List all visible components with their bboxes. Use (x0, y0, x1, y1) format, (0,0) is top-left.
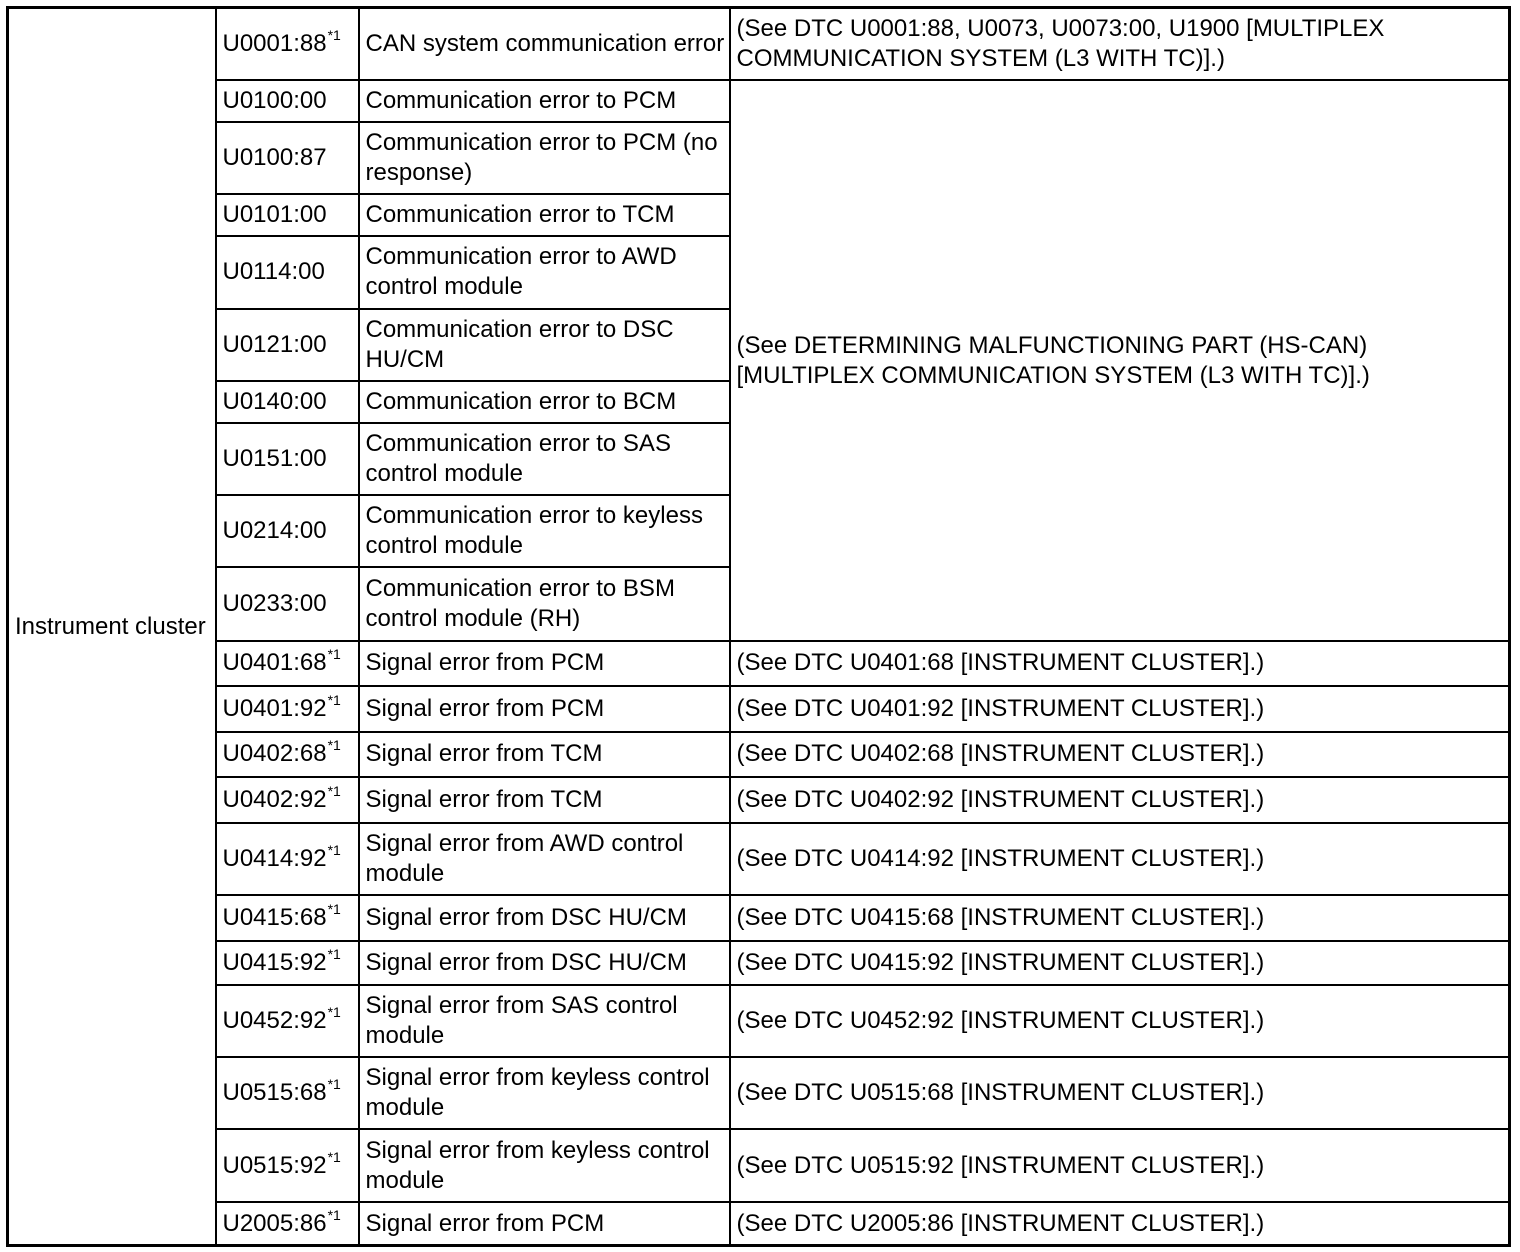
dtc-code-cell (216, 495, 359, 567)
footnote-marker: *1 (327, 1206, 341, 1223)
reference-cell (730, 823, 1510, 895)
footnote-marker: *1 (327, 1148, 341, 1165)
description-cell (359, 985, 730, 1057)
dtc-reference: (See DTC U0452:92 [INSTRUMENT CLUSTER].) (736, 1006, 1265, 1034)
footnote-marker: *1 (327, 691, 341, 708)
reference-cell (730, 1057, 1510, 1129)
reference-cell (730, 777, 1510, 823)
dtc-code: U0233:00 (222, 590, 327, 618)
description-cell (359, 686, 730, 732)
dtc-reference: (See DTC U0414:92 [INSTRUMENT CLUSTER].) (736, 844, 1265, 872)
dtc-description: Communication error to keyless control module (365, 502, 703, 560)
dtc-code: U0415:92 (222, 948, 327, 976)
description-cell (359, 823, 730, 895)
dtc-reference: (See DTC U0415:68 [INSTRUMENT CLUSTER].) (736, 903, 1265, 931)
dtc-code-cell (216, 194, 359, 236)
dtc-description: Signal error from keyless control module (365, 1136, 710, 1194)
description-cell (359, 641, 730, 685)
table-row (8, 941, 1510, 985)
dtc-description: Signal error from keyless control module (365, 1064, 710, 1122)
dtc-code: U0214:00 (222, 517, 327, 545)
dtc-code: U0151:00 (222, 445, 327, 473)
dtc-description: Communication error to DSC HU/CM (365, 316, 674, 373)
dtc-code: U0401:92 (222, 694, 327, 722)
description-cell (359, 8, 730, 80)
reference-cell (730, 80, 1510, 642)
dtc-code-cell (216, 309, 359, 381)
dtc-code-cell (216, 641, 359, 685)
dtc-code-cell (216, 941, 359, 985)
description-cell (359, 777, 730, 823)
dtc-code-cell (216, 985, 359, 1057)
dtc-description: Communication error to PCM (365, 86, 677, 114)
table-row (8, 686, 1510, 732)
dtc-reference: (See DTC U0402:92 [INSTRUMENT CLUSTER].) (736, 785, 1265, 813)
dtc-code: U0121:00 (222, 331, 327, 358)
table-row (8, 1057, 1510, 1129)
table-row (8, 732, 1510, 777)
dtc-description: Signal error from PCM (365, 1209, 605, 1237)
dtc-code-cell (216, 823, 359, 895)
dtc-code-cell (216, 1129, 359, 1202)
dtc-reference: (See DETERMINING MALFUNCTIONING PART (HS-CAN) [MULTIPLEX COMMUNICATION SYSTEM (L3 WITH TC)].) (736, 331, 1370, 389)
description-cell (359, 1129, 730, 1202)
dtc-description: CAN system communication error (365, 29, 725, 57)
dtc-description: Communication error to SAS control module (365, 430, 671, 488)
description-cell (359, 80, 730, 122)
dtc-code-cell (216, 1202, 359, 1245)
dtc-description: Signal error from PCM (365, 694, 605, 722)
dtc-code-cell (216, 423, 359, 495)
dtc-code-cell (216, 1057, 359, 1129)
reference-cell (730, 1129, 1510, 1202)
table-row (8, 641, 1510, 685)
dtc-code: U0140:00 (222, 388, 327, 416)
footnote-marker: *1 (327, 945, 341, 962)
dtc-code-cell (216, 732, 359, 777)
description-cell (359, 1202, 730, 1245)
footnote-marker: *1 (327, 646, 341, 663)
dtc-code: U0515:92 (222, 1151, 327, 1179)
dtc-code-cell (216, 122, 359, 194)
dtc-reference: (See DTC U0515:92 [INSTRUMENT CLUSTER].) (736, 1151, 1265, 1179)
module-cell (8, 8, 216, 1246)
dtc-description: Signal error from DSC HU/CM (365, 948, 687, 976)
dtc-reference: (See DTC U0415:92 [INSTRUMENT CLUSTER].) (736, 948, 1265, 976)
dtc-code-cell (216, 80, 359, 122)
dtc-code: U0114:00 (222, 258, 325, 286)
module-name: Instrument cluster (15, 612, 206, 640)
description-cell (359, 381, 730, 423)
dtc-code-cell (216, 8, 359, 80)
dtc-description: Signal error from TCM (365, 785, 603, 813)
dtc-description: Communication error to PCM (no response) (365, 128, 718, 186)
dtc-reference: (See DTC U0001:88, U0073, U0073:00, U1900 [MULTIPLEX COMMUNICATION SYSTEM (L3 WITH TC)].) (736, 14, 1385, 72)
reference-cell (730, 8, 1510, 80)
dtc-code: U0100:00 (222, 86, 327, 114)
description-cell (359, 194, 730, 236)
dtc-code: U0515:68 (222, 1079, 327, 1107)
description-cell (359, 423, 730, 495)
description-cell (359, 732, 730, 777)
dtc-reference: (See DTC U0401:68 [INSTRUMENT CLUSTER].) (736, 649, 1265, 677)
dtc-code-cell (216, 777, 359, 823)
reference-cell (730, 641, 1510, 685)
reference-cell (730, 895, 1510, 941)
dtc-reference: (See DTC U0402:68 [INSTRUMENT CLUSTER].) (736, 740, 1265, 768)
table-row (8, 1202, 1510, 1245)
dtc-reference: (See DTC U0515:68 [INSTRUMENT CLUSTER].) (736, 1079, 1265, 1107)
table-row (8, 80, 1510, 122)
table-row (8, 895, 1510, 941)
dtc-reference: (See DTC U0401:92 [INSTRUMENT CLUSTER].) (736, 694, 1265, 722)
reference-cell (730, 985, 1510, 1057)
table-row (8, 985, 1510, 1057)
description-cell (359, 309, 730, 381)
table-row (8, 1129, 1510, 1202)
footnote-marker: *1 (327, 900, 341, 917)
description-cell (359, 236, 730, 309)
dtc-description: Communication error to TCM (365, 200, 675, 228)
reference-cell (730, 1202, 1510, 1245)
dtc-description: Signal error from PCM (365, 649, 605, 677)
dtc-code-cell (216, 381, 359, 423)
dtc-description: Signal error from SAS control module (365, 991, 678, 1049)
table-row (8, 777, 1510, 823)
dtc-code: U0452:92 (222, 1006, 327, 1034)
dtc-description: Communication error to AWD control module (365, 243, 677, 301)
description-cell (359, 895, 730, 941)
dtc-description: Signal error from DSC HU/CM (365, 903, 687, 931)
description-cell (359, 1057, 730, 1129)
dtc-code: U0401:68 (222, 649, 327, 677)
table-row (8, 8, 1510, 80)
footnote-marker: *1 (327, 841, 341, 858)
dtc-code: U0402:92 (222, 785, 327, 813)
dtc-code: U0001:88 (222, 29, 327, 57)
footnote-marker: *1 (327, 26, 341, 43)
reference-cell (730, 941, 1510, 985)
dtc-description: Signal error from AWD control module (365, 829, 684, 887)
dtc-table (6, 6, 1511, 1247)
footnote-marker: *1 (327, 782, 341, 799)
table-row (8, 823, 1510, 895)
footnote-marker: *1 (327, 737, 341, 754)
footnote-marker: *1 (327, 1076, 341, 1093)
dtc-code-cell (216, 236, 359, 309)
dtc-code: U0100:87 (222, 143, 327, 171)
dtc-code-cell (216, 567, 359, 641)
dtc-description: Communication error to BSM control module (RH) (365, 575, 675, 633)
dtc-code: U0101:00 (222, 200, 327, 228)
dtc-code: U0414:92 (222, 844, 327, 872)
dtc-code: U2005:86 (222, 1209, 327, 1237)
dtc-code: U0402:68 (222, 740, 327, 768)
dtc-code: U0415:68 (222, 903, 327, 931)
description-cell (359, 567, 730, 641)
dtc-code-cell (216, 686, 359, 732)
description-cell (359, 941, 730, 985)
description-cell (359, 122, 730, 194)
footnote-marker: *1 (327, 1003, 341, 1020)
reference-cell (730, 732, 1510, 777)
description-cell (359, 495, 730, 567)
dtc-code-cell (216, 895, 359, 941)
dtc-reference: (See DTC U2005:86 [INSTRUMENT CLUSTER].) (736, 1209, 1265, 1237)
dtc-description: Communication error to BCM (365, 388, 677, 416)
reference-cell (730, 686, 1510, 732)
dtc-description: Signal error from TCM (365, 740, 603, 768)
